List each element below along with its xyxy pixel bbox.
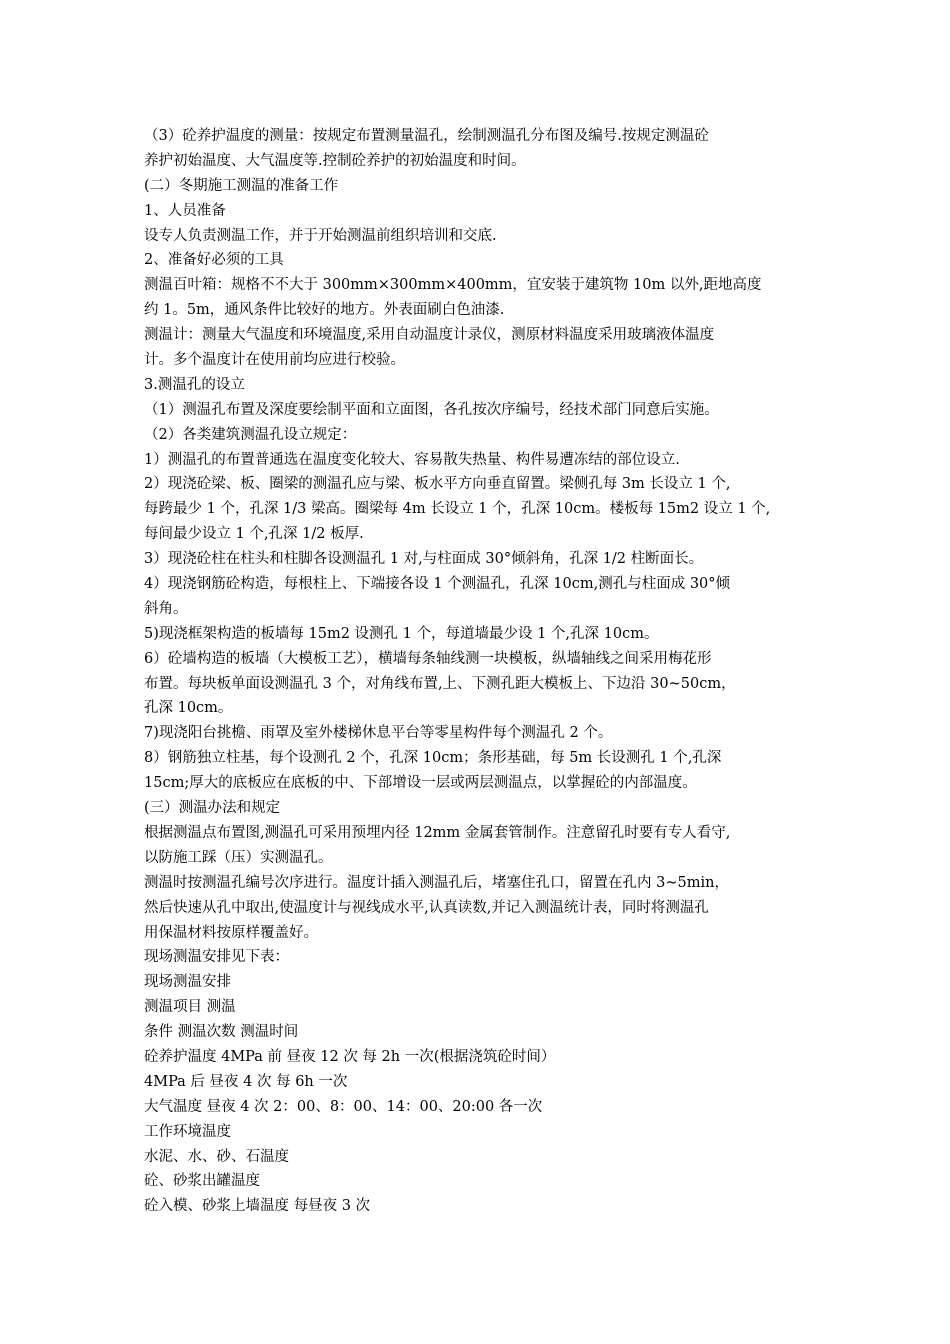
text-line: 然后快速从孔中取出,使温度计与视线成水平,认真读数,并记入测温统计表，同时将测温孔 xyxy=(144,899,709,916)
table-row: 大气温度 昼夜 4 次 2：00、8：00、14：00、20:00 各一次 xyxy=(144,1098,543,1115)
table-row: 测温项目 测温 xyxy=(144,999,236,1016)
text-line: 养护初始温度、大气温度等.控制砼养护的初始温度和时间。 xyxy=(144,152,526,169)
table-row: 水泥、水、砂、石温度 xyxy=(144,1148,289,1165)
text-line: 孔深 10cm。 xyxy=(144,700,233,717)
text-line: 2）现浇砼梁、板、圈梁的测温孔应与梁、板水平方向垂直留置。梁侧孔每 3m 长设立 1 个, xyxy=(144,476,731,493)
subsection-heading: 2、准备好必须的工具 xyxy=(144,252,284,269)
text-line: 3）现浇砼柱在柱头和柱脚各设测温孔 1 对,与柱面成 30°倾斜角，孔深 1/2 柱断面长。 xyxy=(144,551,704,568)
text-line: 6）砼墙构造的板墙（大模板工艺），横墙每条轴线测一块模板，纵墙轴线之间采用梅花形 xyxy=(144,650,712,667)
text-line: 8）钢筋独立柱基，每个设测孔 2 个，孔深 10cm；条形基础，每 5m 长设测孔 1 个,孔深 xyxy=(144,750,722,767)
text-line: 根据测温点布置图,测温孔可采用预埋内径 12mm 金属套管制作。注意留孔时要有专人看守, xyxy=(144,824,731,841)
text-line: 每间最少设立 1 个,孔深 1/2 板厚. xyxy=(144,526,364,543)
text-line: 每跨最少 1 个，孔深 1/3 梁高。圈梁每 4m 长设立 1 个，孔深 10cm。楼板每 15m2 设立 1 个, xyxy=(144,501,771,518)
text-line: 5)现浇框架构造的板墙每 15m2 设测孔 1 个，每道墙最少设 1 个,孔深 10cm。 xyxy=(144,625,659,642)
text-line: 以防施工踩（压）实测温孔。 xyxy=(144,849,333,866)
table-row: 砼、砂浆出罐温度 xyxy=(144,1173,260,1190)
document-page xyxy=(144,124,814,1219)
text-line: 斜角。 xyxy=(144,600,188,617)
text-line: 15cm;厚大的底板应在底板的中、下部增设一层或两层测温点，以掌握砼的内部温度。 xyxy=(144,775,697,792)
text-line: （1）测温孔布置及深度要绘制平面和立面图，各孔按次序编号，经技术部门同意后实施。 xyxy=(144,401,719,418)
text-line: 测温百叶箱：规格不不大于 300mm×300mm×400mm，宜安装于建筑物 10m 以外,距地高度 xyxy=(144,277,762,294)
text-line: 1）测温孔的布置普通选在温度变化较大、容易散失热量、构件易遭冻结的部位设立. xyxy=(144,451,680,468)
subsection-heading: 1、人员准备 xyxy=(144,202,226,219)
table-row: 砼养护温度 4MPa 前 昼夜 12 次 每 2h 一次(根据浇筑砼时间） xyxy=(144,1048,556,1065)
text-line: 测温时按测温孔编号次序进行。温度计插入测温孔后，堵塞住孔口，留置在孔内 3~5min， xyxy=(144,874,729,891)
text-line: 设专人负责测温工作，并于开始测温前组织培训和交底. xyxy=(144,227,497,244)
section-heading: (三）测温办法和规定 xyxy=(144,800,281,817)
text-line: 4）现浇钢筋砼构造，每根柱上、下端接各设 1 个测温孔，孔深 10cm,测孔与柱面成 30°倾 xyxy=(144,576,731,593)
text-line: （3）砼养护温度的测量：按规定布置测量温孔，绘制测温孔分布图及编号.按规定测温砼 xyxy=(144,128,709,144)
text-line: 7)现浇阳台挑檐、雨罩及室外楼梯休息平台等零星构件每个测温孔 2 个。 xyxy=(144,725,613,742)
subsection-heading: 3.测温孔的设立 xyxy=(144,376,245,393)
text-line: 测温计：测量大气温度和环境温度,采用自动温度计录仪，测原材料温度采用玻璃液体温度 xyxy=(144,327,715,344)
section-heading: (二）冬期施工测温的准备工作 xyxy=(144,177,339,194)
text-line: 用保温材料按原样覆盖好。 xyxy=(144,924,318,941)
table-row: 条件 测温次数 测温时间 xyxy=(144,1024,299,1041)
table-row: 砼入模、砂浆上墙温度 每昼夜 3 次 xyxy=(144,1198,371,1215)
text-line: （2）各类建筑测温孔设立规定： xyxy=(144,426,357,443)
table-row: 4MPa 后 昼夜 4 次 每 6h 一次 xyxy=(144,1073,348,1090)
text-line: 约 1。5m，通风条件比较好的地方。外表面刷白色油漆. xyxy=(144,302,505,319)
table-title: 现场测温安排 xyxy=(144,974,231,991)
text-line: 计。多个温度计在使用前均应进行校验。 xyxy=(144,352,405,369)
table-row: 工作环境温度 xyxy=(144,1123,231,1140)
text-line: 布置。每块板单面设测温孔 3 个，对角线布置,上、下测孔距大模板上、下边沿 30~50cm， xyxy=(144,675,736,692)
text-line: 现场测温安排见下表： xyxy=(144,949,289,966)
